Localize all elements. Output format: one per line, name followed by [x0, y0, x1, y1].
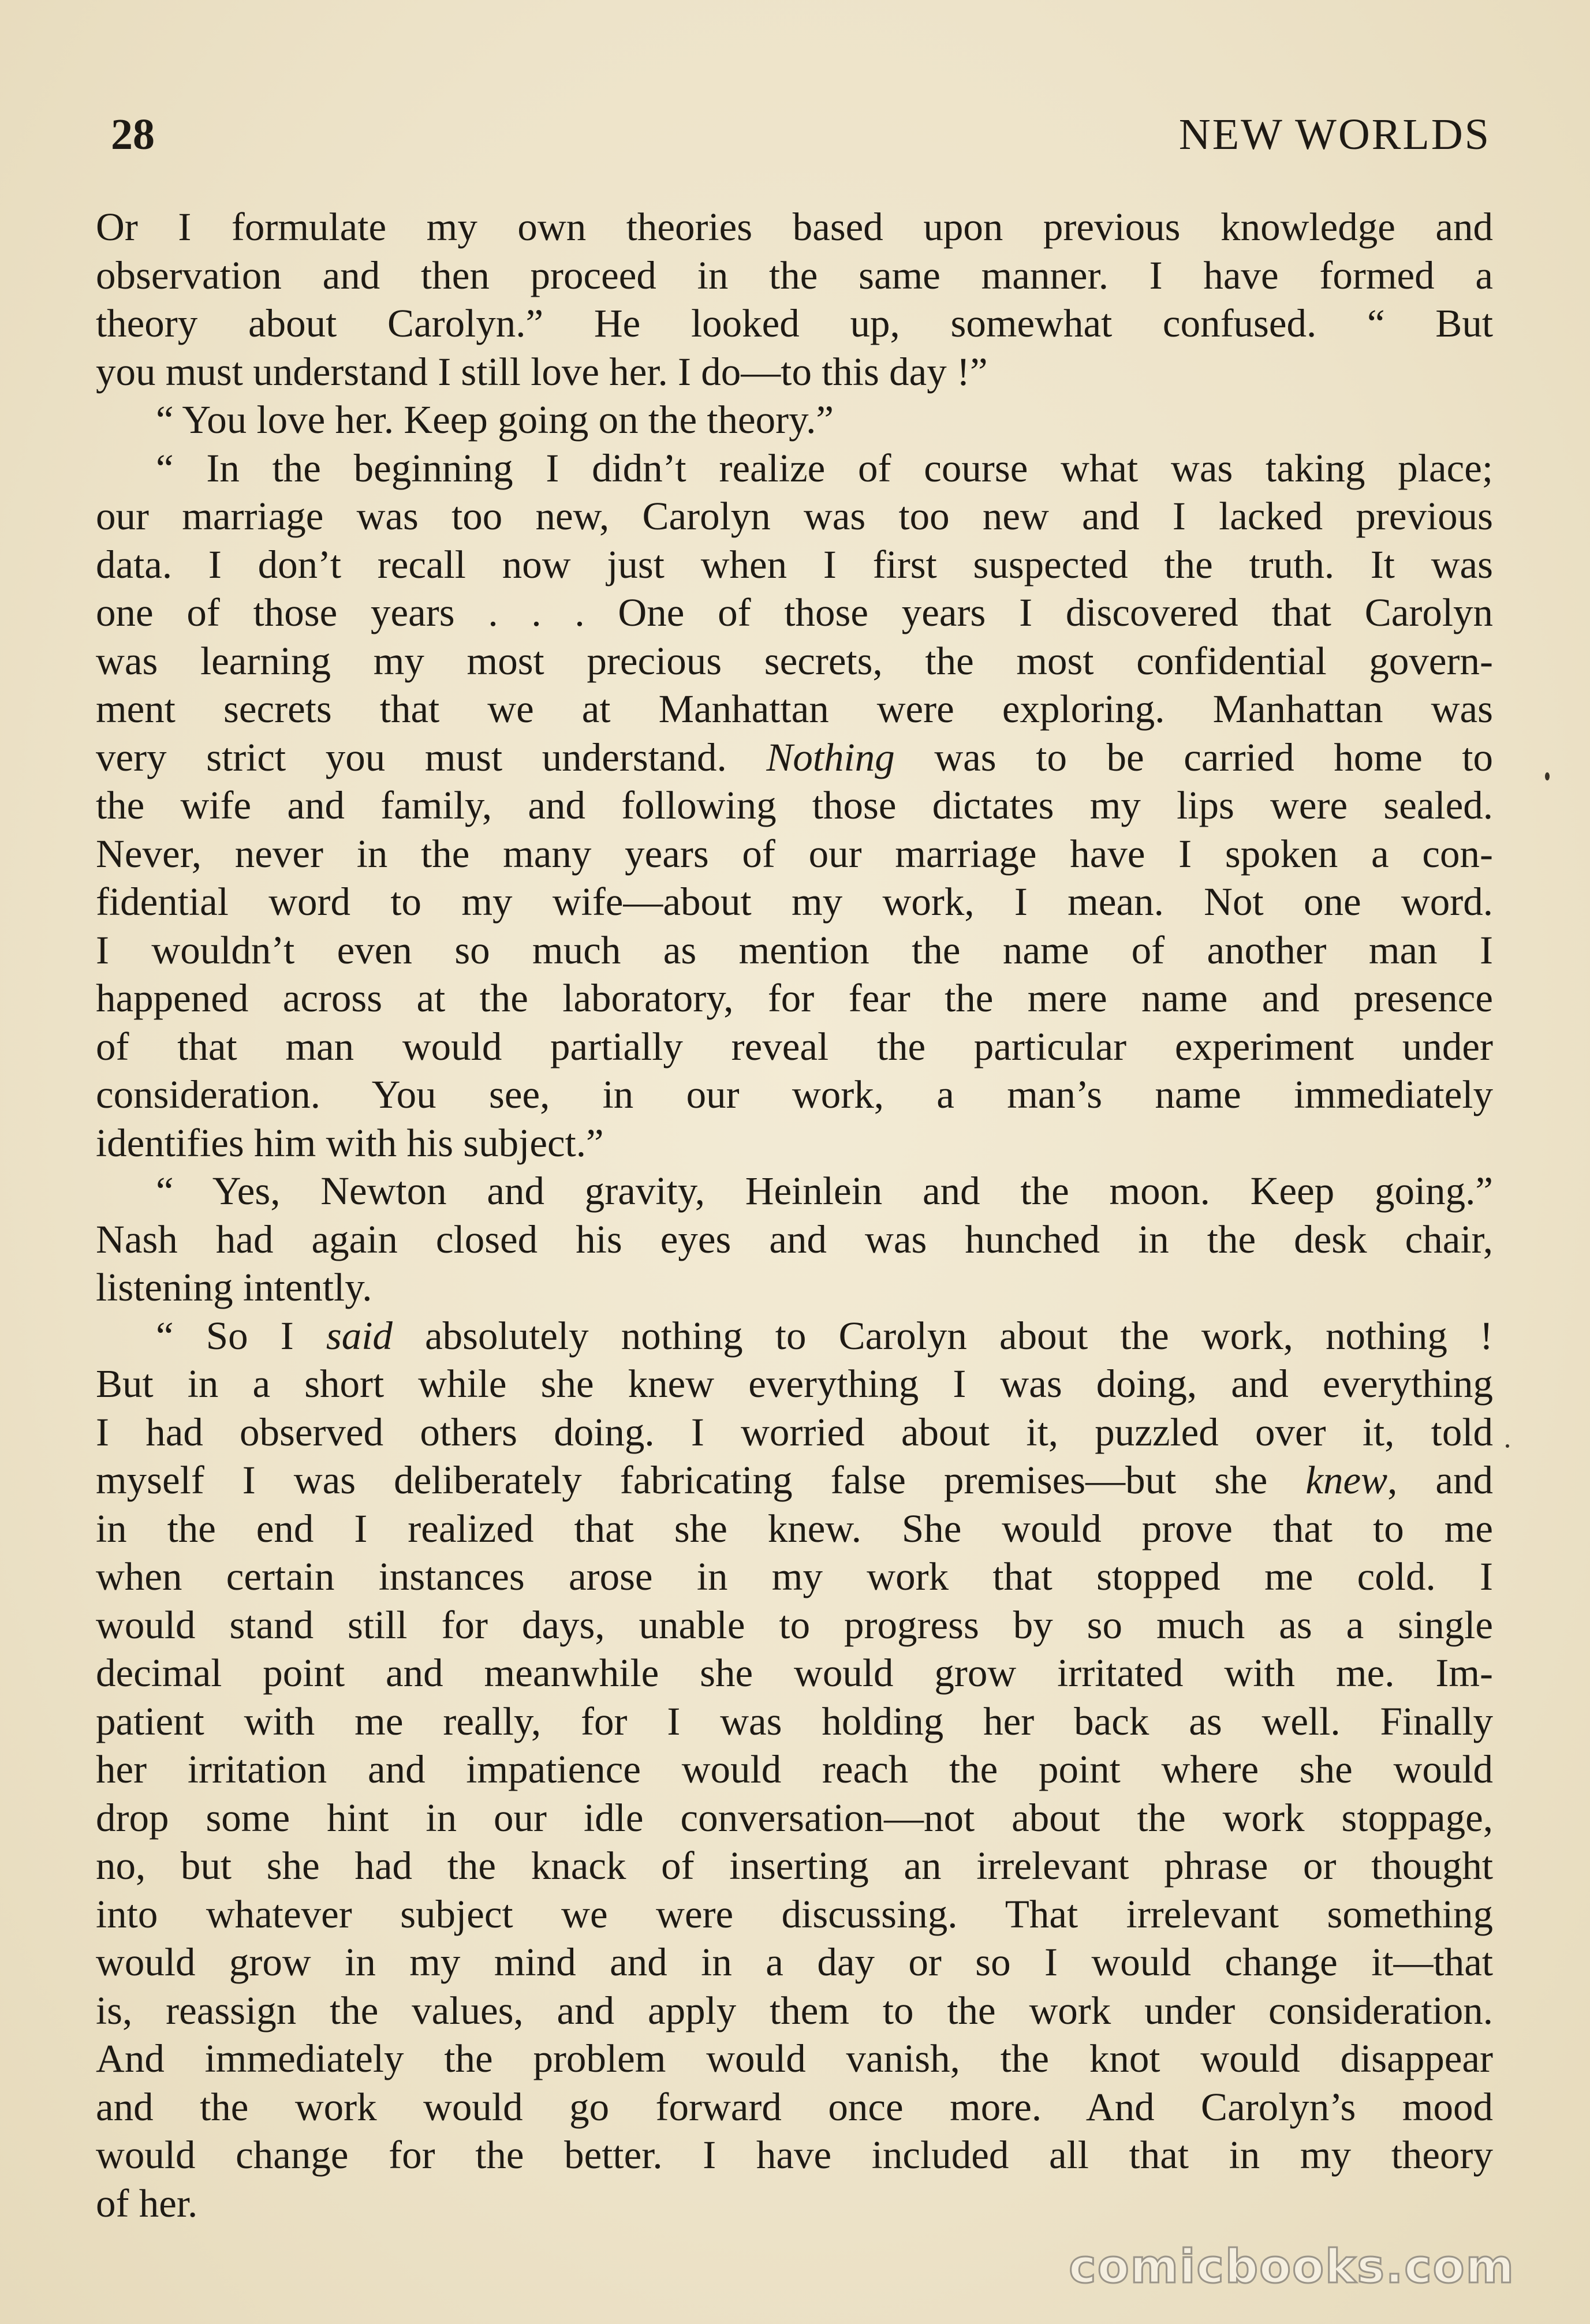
- text-line: one of those years . . . One of those years I discovered that Carolyn: [96, 591, 1493, 634]
- body-text: [96, 203, 1493, 2228]
- text-line: very strict you must understand. Nothing was to be carried home to: [96, 735, 1493, 779]
- text-line: happened across at the laboratory, for fear the mere name and presence: [96, 976, 1493, 1020]
- text-line: patient with me really, for I was holding her back as well. Finally: [96, 1699, 1493, 1743]
- text-line: her irritation and impatience would reach the point where she would: [96, 1747, 1493, 1791]
- emphasis: knew: [1305, 1458, 1388, 1502]
- text-line: identifies him with his subject.”: [96, 1120, 604, 1165]
- text-line: But in a short while she knew everything I was doing, and everything: [96, 1362, 1493, 1406]
- text-line: Nash had again closed his eyes and was hunched in the desk chair,: [96, 1217, 1493, 1261]
- print-speck: [1545, 772, 1550, 780]
- text-line: theory about Carolyn.” He looked up, somewhat confused. “ But: [96, 301, 1493, 345]
- emphasis: Nothing: [766, 735, 895, 779]
- text-line: would change for the better. I have included all that in my theory: [96, 2133, 1493, 2177]
- page-header: [111, 103, 1491, 166]
- text-line: “ In the beginning I didn’t realize of course what was taking place;: [156, 446, 1493, 490]
- text-line: myself I was deliberately fabricating false premises—but she knew, and: [96, 1458, 1493, 1502]
- page-number: 28: [111, 110, 155, 159]
- text-line: data. I don’t recall now just when I first suspected the truth. It was: [96, 542, 1493, 586]
- text-line: observation and then proceed in the same manner. I have formed a: [96, 253, 1493, 297]
- text-line: you must understand I still love her. I do—to this day !”: [96, 349, 988, 394]
- watermark: comicbooks.com: [1069, 2240, 1515, 2293]
- text-line: “ Yes, Newton and gravity, Heinlein and the moon. Keep going.”: [156, 1169, 1493, 1213]
- text-line: in the end I realized that she knew. She would prove that to me: [96, 1506, 1493, 1550]
- text-line: I had observed others doing. I worried about it, puzzled over it, told: [96, 1410, 1493, 1454]
- text-line: Or I formulate my own theories based upon previous knowledge and: [96, 205, 1493, 249]
- text-line: is, reassign the values, and apply them to the work under consideration.: [96, 1988, 1493, 2032]
- text-line: fidential word to my wife—about my work, I mean. Not one word.: [96, 880, 1493, 924]
- print-speck: [1506, 1444, 1509, 1448]
- text-line: of that man would partially reveal the particular experiment under: [96, 1024, 1493, 1068]
- emphasis: said: [326, 1313, 393, 1358]
- text-line: and the work would go forward once more. And Carolyn’s mood: [96, 2084, 1493, 2129]
- running-head: NEW WORLDS: [1178, 110, 1491, 159]
- text-line: listening intently.: [96, 1265, 372, 1309]
- text-line: Never, never in the many years of our marriage have I spoken a con-: [96, 831, 1493, 876]
- text-line: our marriage was too new, Carolyn was too new and I lacked previous: [96, 494, 1493, 538]
- text-line: drop some hint in our idle conversation—not about the work stoppage,: [96, 1795, 1493, 1840]
- text-line: of her.: [96, 2181, 198, 2225]
- text-line: decimal point and meanwhile she would grow irritated with me. Im-: [96, 1651, 1493, 1695]
- text-line: the wife and family, and following those dictates my lips were sealed.: [96, 783, 1493, 827]
- text-line: would grow in my mind and in a day or so I would change it—that: [96, 1940, 1493, 1984]
- text-line: when certain instances arose in my work that stopped me cold. I: [96, 1555, 1493, 1598]
- text-line: into whatever subject we were discussing. That irrelevant something: [96, 1892, 1493, 1936]
- text-line: would stand still for days, unable to progress by so much as a single: [96, 1602, 1493, 1647]
- text-line: no, but she had the knack of inserting an irrelevant phrase or thought: [96, 1844, 1493, 1888]
- text-line: consideration. You see, in our work, a man’s name immediately: [96, 1073, 1493, 1116]
- text-line: “ You love her. Keep going on the theory.”: [156, 398, 834, 442]
- text-line: ment secrets that we at Manhattan were exploring. Manhattan was: [96, 687, 1493, 731]
- text-line: And immediately the problem would vanish, the knot would disappear: [96, 2037, 1493, 2080]
- text-line: I wouldn’t even so much as mention the name of another man I: [96, 928, 1493, 972]
- text-line: “ So I said absolutely nothing to Carolyn about the work, nothing !: [156, 1313, 1493, 1358]
- text-line: was learning my most precious secrets, the most confidential govern-: [96, 638, 1493, 683]
